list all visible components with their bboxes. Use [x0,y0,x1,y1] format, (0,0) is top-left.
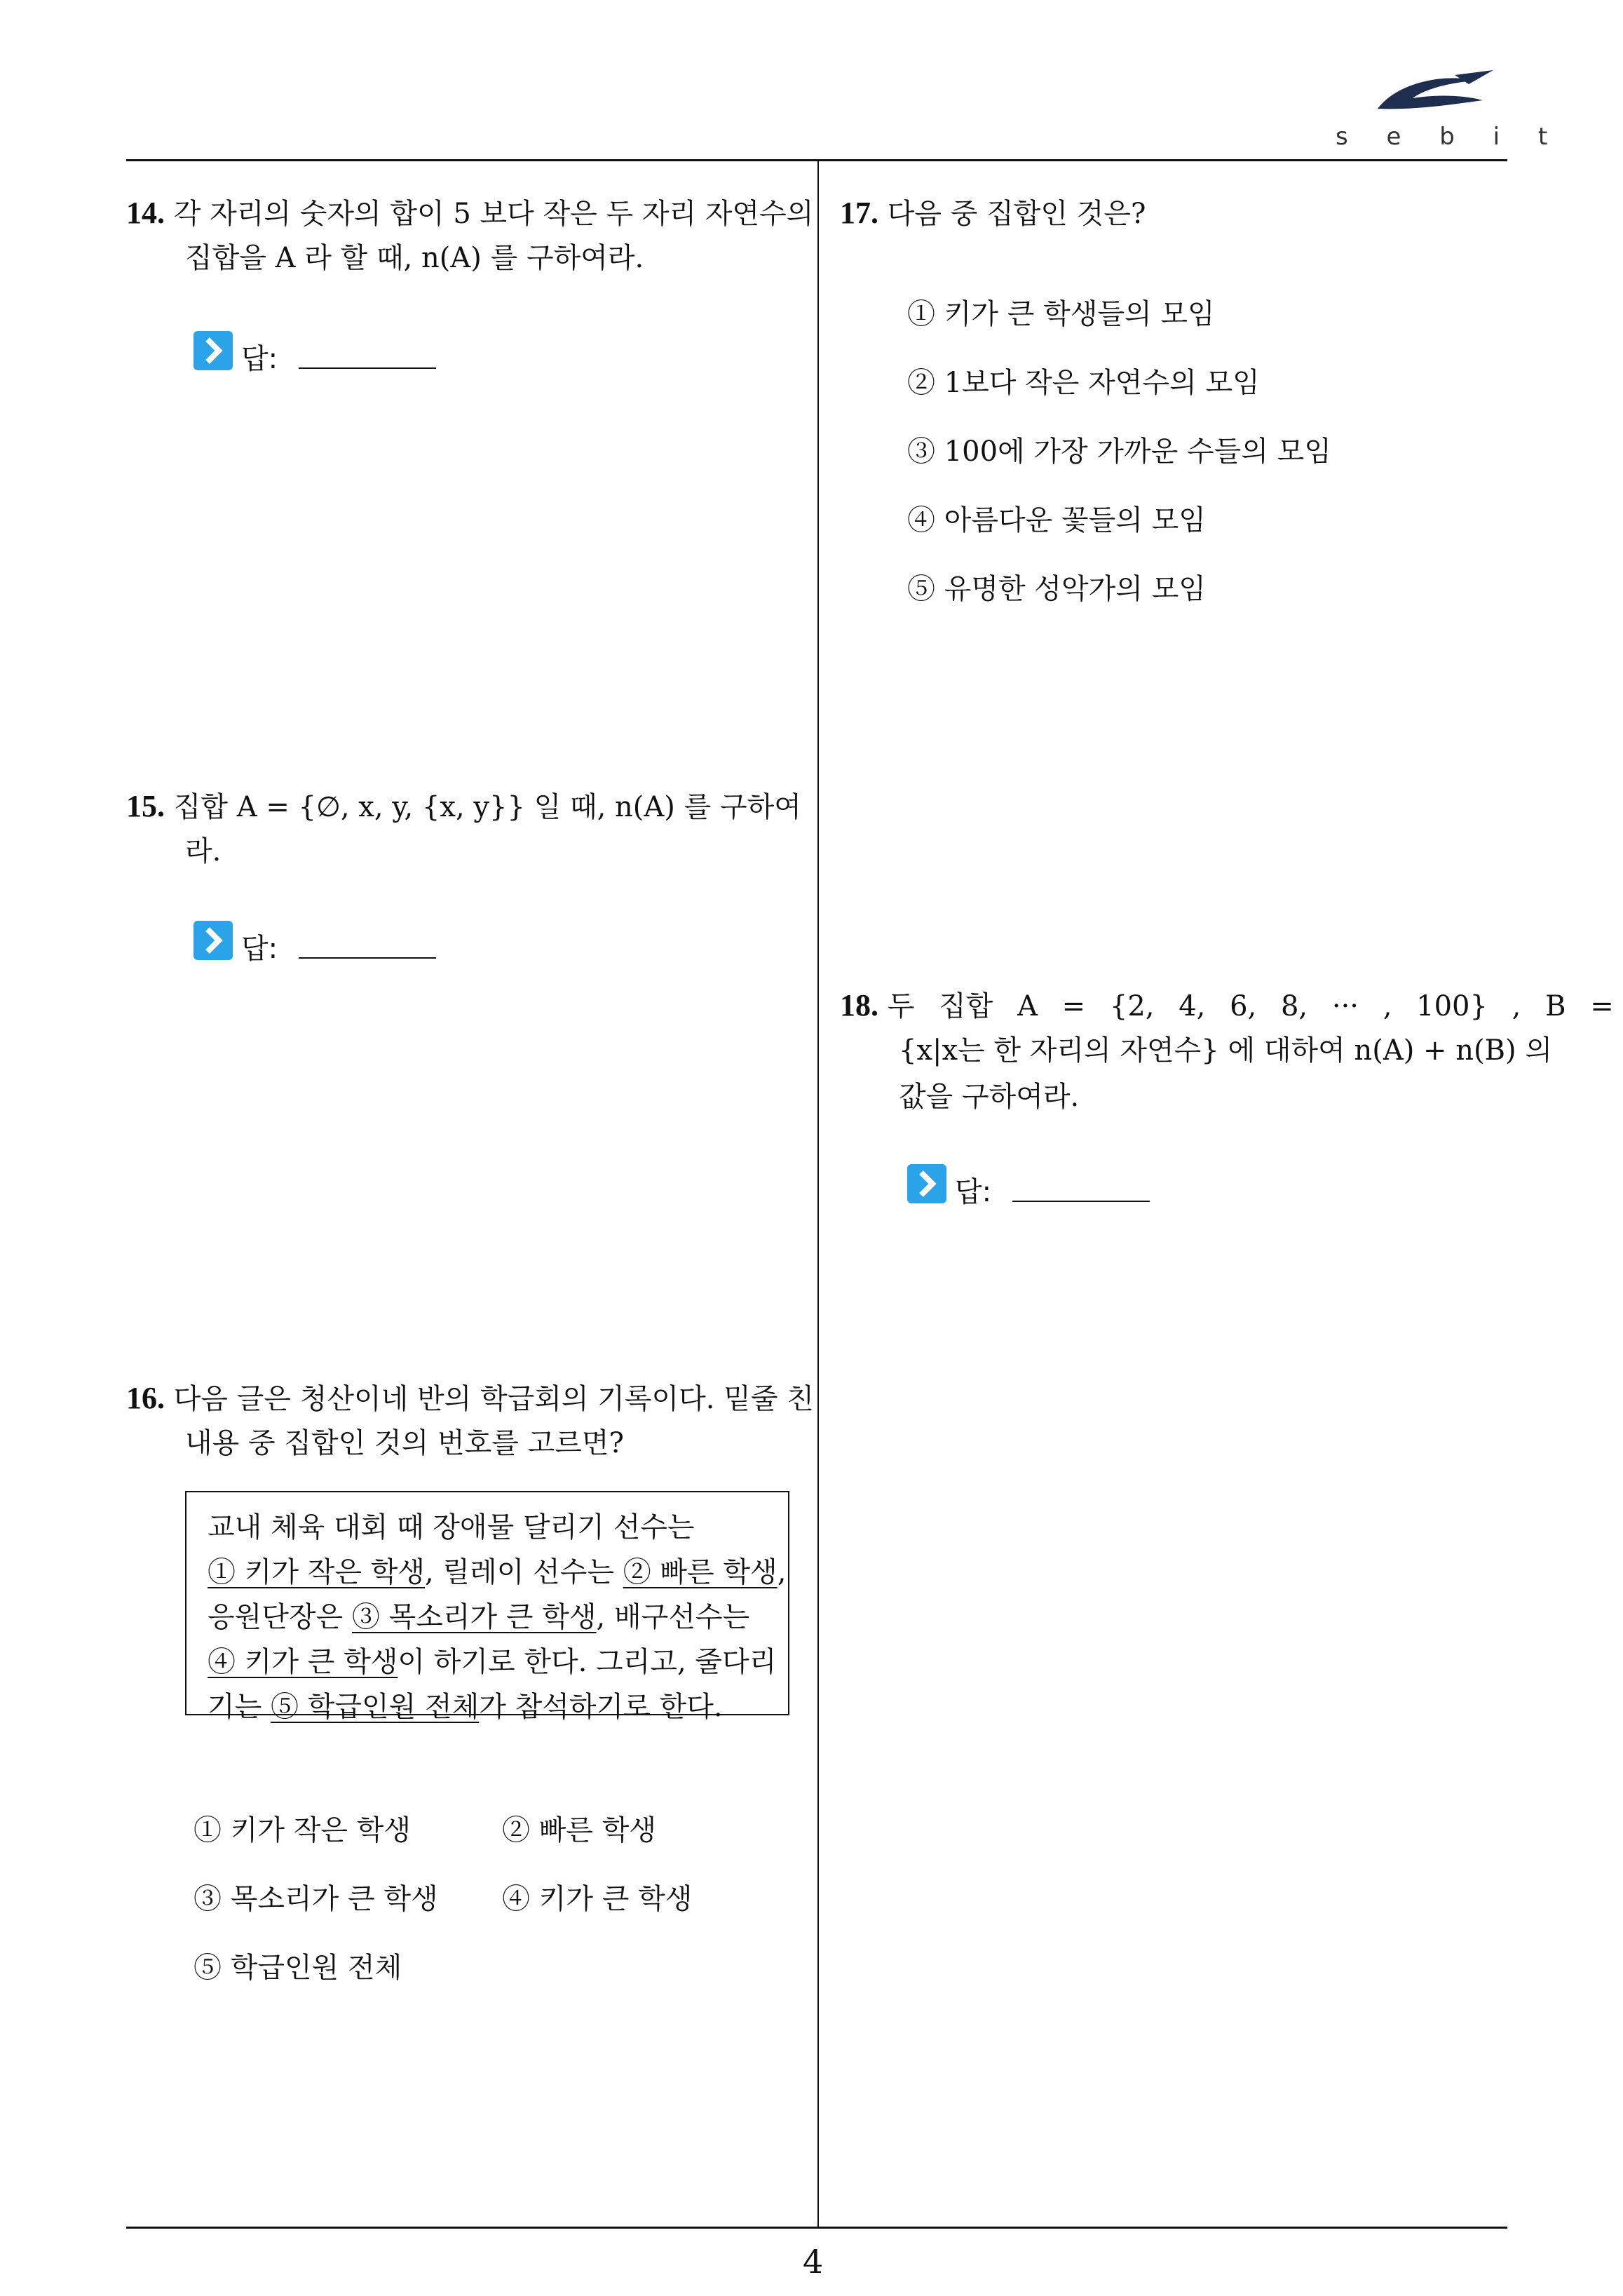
question-16-choice-4[interactable]: ④ 키가 큰 학생 [502,1883,693,1915]
answer-blank[interactable] [1012,1201,1150,1202]
question-14-line-2 [185,244,644,272]
question-15-answer[interactable] [193,921,446,963]
question-14 [126,196,814,408]
question-17-number: 17. [840,196,878,230]
record-text: , [777,1556,787,1588]
question-15-line-2 [185,837,221,865]
underline-4: ④ 키가 큰 학생 [208,1646,398,1678]
question-17-choice-5[interactable]: ⑤ 유명한 성악가의 모임 [907,573,1206,605]
question-17-choice-1[interactable]: ① 키가 큰 학생들의 모임 [907,298,1215,330]
footer-rule [126,2227,1507,2229]
question-14-answer[interactable] [193,331,446,373]
question-14-text-2: 집합을 A 라 할 때, n(A) 를 구하여라. [185,242,644,274]
sebit-logo-text: s e b i t [1336,123,1563,151]
question-18-number: 18. [840,988,878,1022]
question-16-line-2 [185,1429,624,1457]
question-14-number: 14. [126,196,165,230]
record-text: 가 참석하기로 한다. [479,1691,723,1723]
question-16-choice-1[interactable]: ① 키가 작은 학생 [193,1814,411,1846]
record-line-2 [208,1558,786,1586]
record-text: 응원단장은 [208,1601,352,1633]
question-18 [840,988,1614,1243]
answer-label: 답: [241,933,278,965]
question-16-text-1: 다음 글은 청산이네 반의 학급회의 기록이다. 밑줄 친 [173,1383,814,1415]
question-18-text-2: {x|x는 한 자리의 자연수} 에 대하여 n(A) + n(B) 의 [899,1034,1552,1067]
question-18-text-1: 두 집합 A = {2, 4, 6, 8, ··· , 100} , B = [887,990,1614,1022]
question-16-choice-3[interactable]: ③ 목소리가 큰 학생 [193,1883,438,1915]
record-text: 교내 체육 대회 때 장애물 달리기 선수는 [208,1511,695,1544]
question-16-choice-5[interactable]: ⑤ 학급인원 전체 [193,1952,402,1984]
question-18-line-1 [840,990,1614,1021]
page-number: 4 [803,2243,824,2281]
question-16-number: 16. [126,1381,165,1415]
record-line-5 [208,1693,723,1721]
chevron-right-icon [193,331,233,370]
chevron-right-icon [193,921,233,960]
chevron-right-icon [907,1164,946,1203]
record-text: , 배구선수는 [596,1601,750,1633]
question-15 [126,791,799,1001]
question-14-text-1: 각 자리의 숫자의 합이 5 보다 작은 두 자리 자연수의 [173,198,814,230]
record-text: , 릴레이 선수는 [424,1556,623,1588]
header [0,0,1623,161]
question-17-text-1: 다음 중 집합인 것은? [887,198,1146,230]
record-text: 기는 [208,1691,271,1723]
question-17-line-1 [840,198,1146,229]
question-17-choice-2[interactable]: ② 1보다 작은 자연수의 모임 [907,367,1260,399]
question-16-text-2: 내용 중 집합인 것의 번호를 고르면? [185,1427,624,1459]
underline-3: ③ 목소리가 큰 학생 [351,1601,597,1633]
question-18-line-3 [899,1083,1079,1111]
column-divider [817,161,819,2227]
question-16-line-1 [126,1383,814,1414]
question-15-text-1: 집합 A = {∅, x, y, {x, y}} 일 때, n(A) 를 구하여 [173,791,801,823]
underline-2: ② 빠른 학생 [623,1556,777,1588]
answer-label: 답: [955,1176,992,1208]
underline-5: ⑤ 학급인원 전체 [271,1691,480,1723]
question-18-line-2 [899,1036,1552,1065]
record-line-1 [208,1511,695,1544]
question-17 [840,198,1513,619]
header-rule [126,159,1507,161]
underline-1: ① 키가 작은 학생 [208,1556,425,1588]
question-14-line-1 [126,198,813,229]
question-15-text-2: 라. [185,835,222,867]
record-box [185,1491,789,1723]
record-line-3 [208,1603,749,1631]
answer-blank[interactable] [299,367,436,369]
question-15-line-1 [126,791,801,822]
answer-blank[interactable] [299,957,436,959]
question-15-number: 15. [126,789,165,823]
question-18-text-3: 값을 구하여라. [899,1081,1080,1113]
question-17-choice-3[interactable]: ③ 100에 가장 가까운 수들의 모임 [907,435,1331,468]
question-16 [126,1381,814,2014]
question-18-answer[interactable] [907,1164,1160,1206]
question-17-choice-4[interactable]: ④ 아름다운 꽃들의 모임 [907,504,1206,536]
sebit-logo-icon [1371,67,1511,123]
answer-label: 답: [241,343,278,375]
question-16-choice-2[interactable]: ② 빠른 학생 [502,1814,656,1846]
record-text: 이 하기로 한다. 그리고, 줄다리 [398,1646,777,1678]
record-line-4 [208,1648,776,1676]
